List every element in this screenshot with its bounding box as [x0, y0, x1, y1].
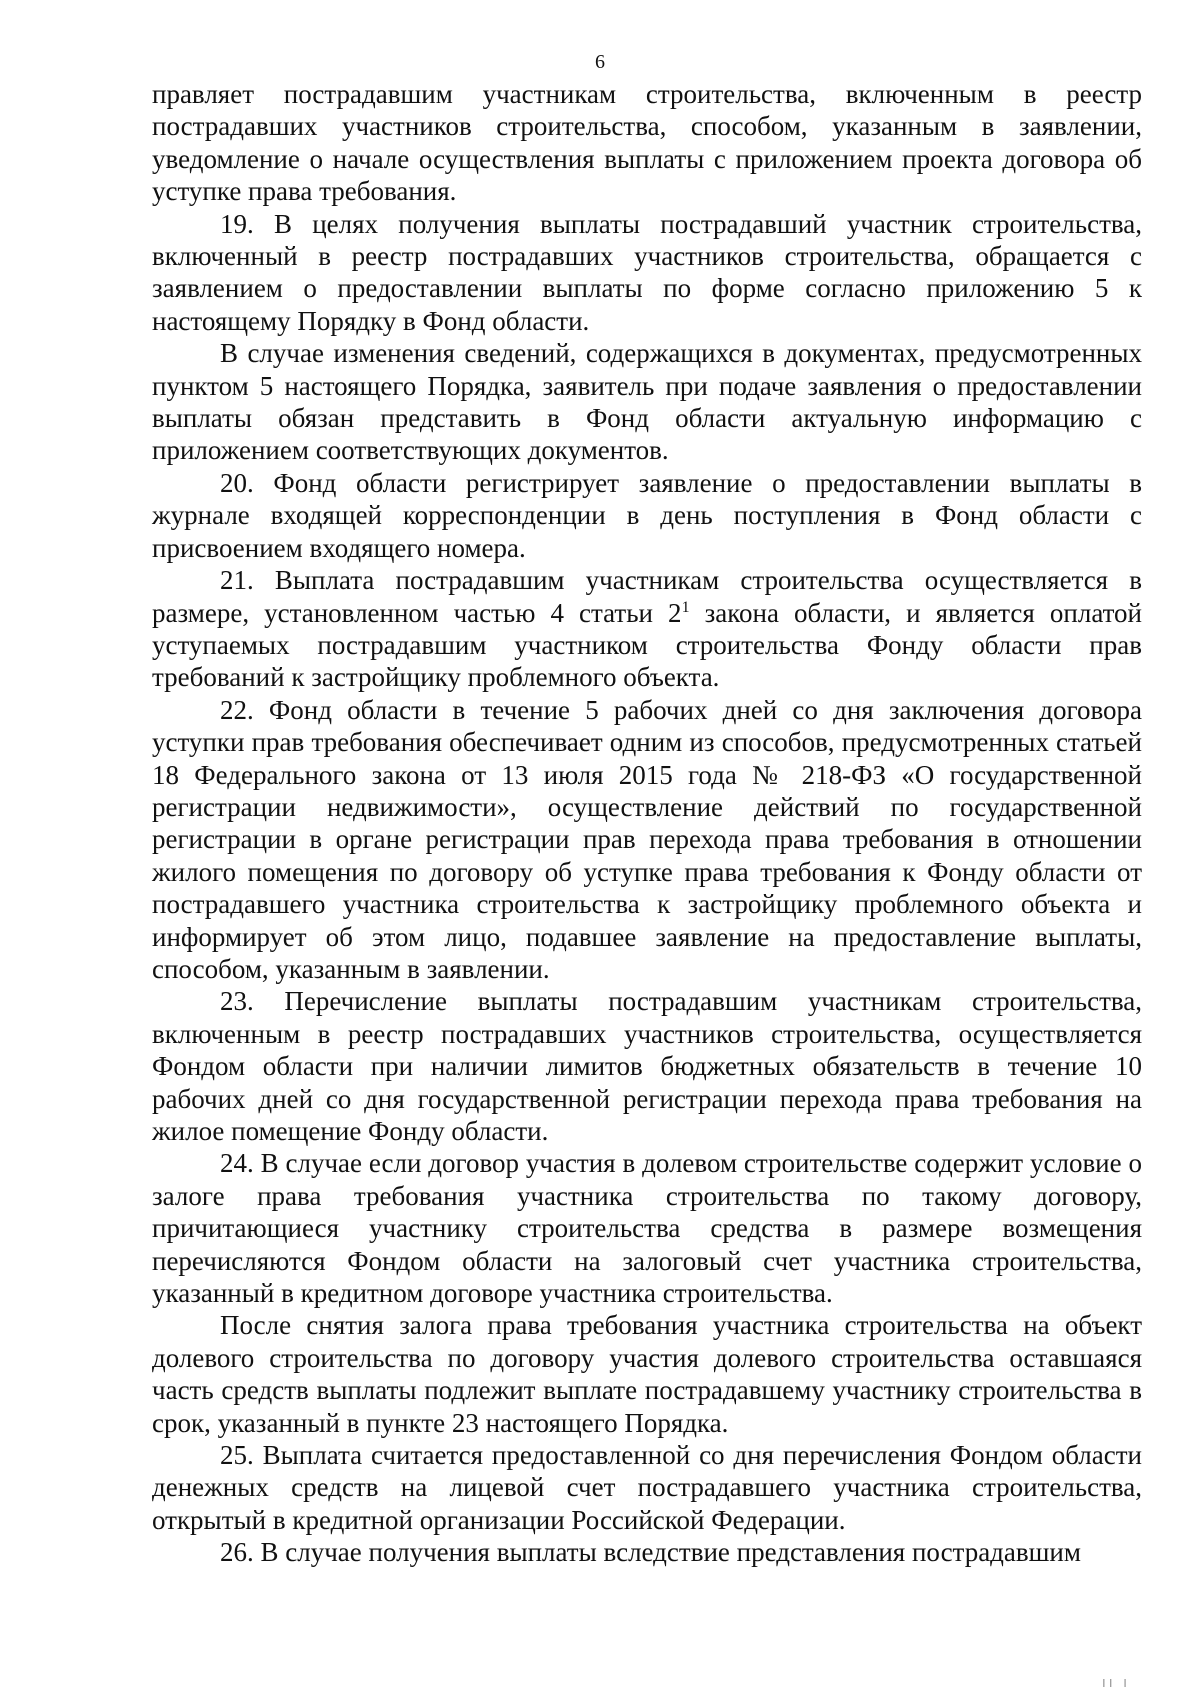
paragraph-item-19-changes: В случае изменения сведений, содержащихся в документах, предусмотренных пунктом 5 настоящего Порядка, заявитель при подаче заявления о предоставлении выплаты обязан представить в Фонд области актуальную информацию с приложением соответствующих документов. — [152, 338, 1142, 466]
paragraph-item-19: 19. В целях получения выплаты пострадавший участник строительства, включенный в реестр пострадавших участников строительства, обращается с заявлением о предоставлении выплаты по форме согласно приложению 5 к настоящему Порядку в Фонд области. — [152, 208, 1142, 336]
scan-marks: ıı ı — [1101, 1675, 1130, 1691]
paragraph-item-23: 23. Перечисление выплаты пострадавшим участникам строительства, включенным в реестр пострадавших участников строительства, осуществляется Фондом области при наличии лимитов бюджетных обязательств в течение 10 рабочих дней со дня государственной регистрации перехода права требования на жилое помещение Фонду области. — [152, 986, 1142, 1146]
paragraph-continuation: правляет пострадавшим участникам строительства, включенным в реестр пострадавших участников строительства, способом, указанным в заявлении, уведомление о начале осуществления выплаты с приложением проекта договора об уступке права требования. — [152, 79, 1142, 207]
paragraph-item-21 — [152, 564, 1142, 694]
paragraph-item-25: 25. Выплата считается предоставленной со дня перечисления Фондом области денежных средств на лицевой счет пострадавшего участника строительства, открытый в кредитной организации Российской Федерации. — [152, 1440, 1142, 1535]
paragraph-item-24: 24. В случае если договор участия в долевом строительстве содержит условие о залоге права требования участника строительства по такому договору, причитающиеся участнику строительства средства в размере возмещения перечисляются Фондом области на залоговый счет участника строительства, указанный в кредитном договоре участника строительства. — [152, 1148, 1142, 1309]
document-body — [152, 78, 1142, 1569]
paragraph-item-21-text-end: закона области, и является оплатой уступаемых пострадавшим участником строительства Фонду области прав требований к застройщику проблемного объекта. — [152, 597, 1142, 693]
paragraph-item-21-text: 21. Выплата пострадавшим участникам строительства осуществляется в размере, установленном частью 4 статьи 2 — [152, 565, 1142, 628]
paragraph-item-22: 22. Фонд области в течение 5 рабочих дней со дня заключения договора уступки прав требования обеспечивает одним из способов, предусмотренных статьей 18 Федерального закона от 13 июля 2015 года № 218-ФЗ «О государственной регистрации недвижимости», осуществление действий по государственной регистрации в органе регистрации прав перехода права требования в отношении жилого помещения по договору об уступке права требования к Фонду области от пострадавшего участника строительства к застройщику проблемного объекта и информирует об этом лицо, подавшее заявление на предоставление выплаты, способом, указанным в заявлении. — [152, 694, 1142, 984]
page-number: 6 — [595, 51, 605, 73]
paragraph-item-20: 20. Фонд области регистрирует заявление о предоставлении выплаты в журнале входящей корреспонденции в день поступления в Фонд области с присвоением входящего номера. — [152, 467, 1142, 563]
paragraph-item-24-pledge: После снятия залога права требования участника строительства на объект долевого строительства по договору участия долевого строительства оставшаяся часть средств выплаты подлежит выплате пострадавшему участнику строительства в срок, указанный в пункте 23 настоящего Порядка. — [152, 1310, 1142, 1438]
paragraph-item-26: 26. В случае получения выплаты вследствие представления пострадавшим — [220, 1537, 1081, 1568]
article-superscript: 1 — [681, 598, 690, 616]
